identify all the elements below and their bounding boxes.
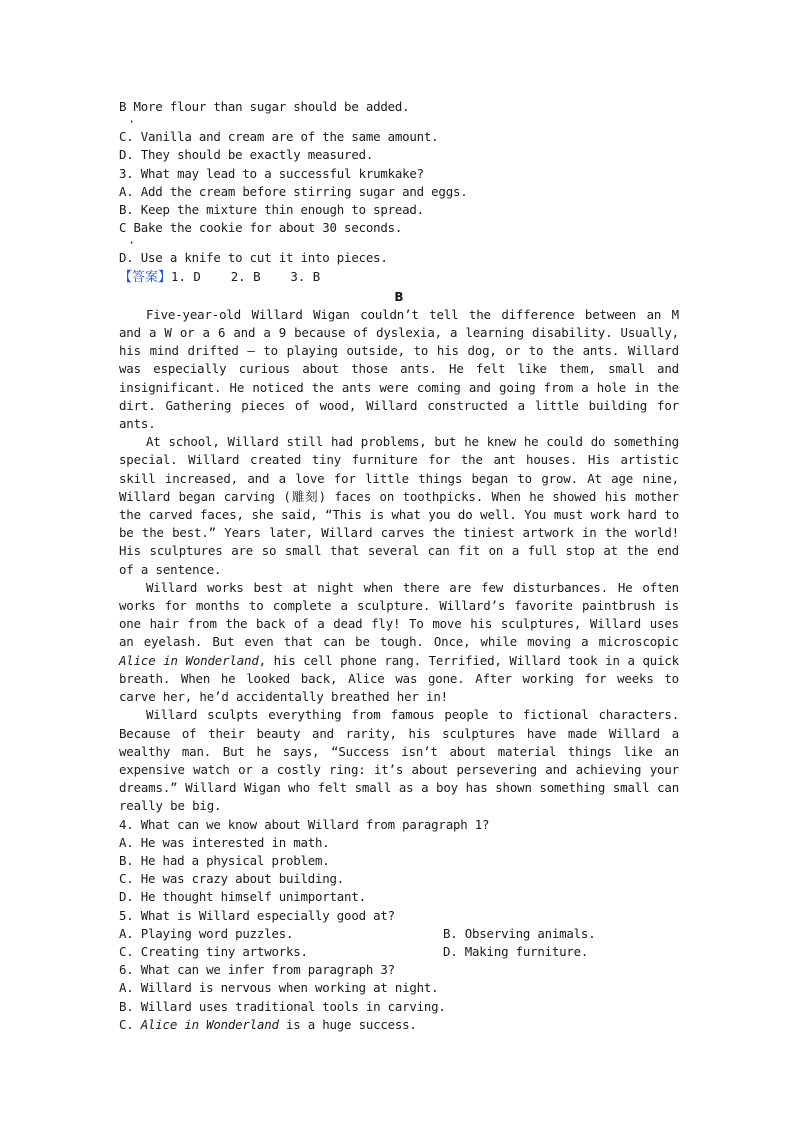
q6-option-b: B. Willard uses traditional tools in carving.	[119, 998, 446, 1014]
q3-option-a: A. Add the cream before stirring sugar and eggs.	[119, 183, 468, 199]
q5-options-row-1	[119, 925, 679, 943]
q2-option-d: D. They should be exactly measured.	[119, 147, 374, 163]
answer-line	[119, 268, 679, 287]
q5-option-a: A. Playing word puzzles.	[119, 925, 294, 941]
q6-option-c	[119, 1016, 679, 1034]
q4-option-c: C. He was crazy about building.	[119, 871, 345, 887]
q4-question: 4. What can we know about Willard from paragraph 1?	[119, 816, 490, 832]
passage-paragraph-2: At school, Willard still had problems, but he knew he could do something special. Willard created tiny furniture for the ant houses. His artistic skill increased, and a love for little things began to grow. At age nine, Willard began carving (雕刻) faces on toothpicks. When he showed his mother the carved faces, she said, “This is what you do well. You must work hard to be the best.” Years later, Willard carves the tiniest artwork in the world! His sculptures are so small that several can fit on a full stop at the end of a sentence.	[119, 434, 679, 577]
paragraph-3-text-b: , his cell phone rang. Terrified, Willard took in a quick breath. When he looked back, Alice was gone. After working for weeks to carve her, he’d accidentally breathed her in!	[119, 652, 679, 705]
q3-option-d: D. Use a knife to cut it into pieces.	[119, 250, 388, 266]
document-content	[119, 98, 679, 1034]
q6-question: 6. What can we infer from paragraph 3?	[119, 962, 395, 978]
q6-option-c-italic: Alice in Wonderland	[140, 1016, 279, 1032]
answer-values: 1. D 2. B 3. B	[171, 268, 321, 284]
bullet-dot: ·	[128, 236, 136, 251]
q4-option-b: B. He had a physical problem.	[119, 852, 330, 868]
q6-option-c-prefix: C.	[119, 1016, 141, 1032]
q3-option-b: B. Keep the mixture thin enough to spread.	[119, 202, 424, 218]
q5-option-b: B. Observing animals.	[443, 925, 596, 941]
q2-option-c: C. Vanilla and cream are of the same amount.	[119, 129, 439, 145]
passage-paragraph-4: Willard sculpts everything from famous people to fictional characters. Because of their beauty and rarity, his sculptures have made Willard a wealthy man. But he says, “Success isn’t about material things like an expensive watch or a costly ring: it’s about persevering and achieving your dreams.” Willard Wigan who felt small as a boy has shown something small can really be big.	[119, 707, 679, 814]
q5-option-c: C. Creating tiny artworks.	[119, 943, 308, 959]
section-title: B	[394, 289, 404, 304]
q5-options-row-2	[119, 943, 679, 961]
bullet-dot: ·	[128, 115, 136, 130]
q2-option-b: B More flour than sugar should be added.	[119, 99, 410, 114]
q3-question: 3. What may lead to a successful krumkake?	[119, 165, 424, 181]
q4-option-a: A. He was interested in math.	[119, 834, 330, 850]
q6-option-c-suffix: is a huge success.	[278, 1016, 417, 1032]
paragraph-3-text-a: Willard works best at night when there are few disturbances. He often works for months to complete a sculpture. Willard’s favorite paintbrush is one hair from the back of a dead fly! To move his sculptures, Willard uses an eyelash. But even that can be tough. Once, while moving a microscopic	[119, 579, 679, 650]
answer-label: 【答案】	[119, 269, 172, 285]
q5-question: 5. What is Willard especially good at?	[119, 907, 395, 923]
paragraph-3-italic-title: Alice in Wonderland	[119, 652, 259, 668]
q6-option-a: A. Willard is nervous when working at night.	[119, 980, 439, 996]
q4-option-d: D. He thought himself unimportant.	[119, 889, 366, 905]
q5-option-d: D. Making furniture.	[443, 943, 589, 959]
q3-option-c: C Bake the cookie for about 30 seconds.	[119, 220, 403, 236]
passage-paragraph-3	[119, 579, 679, 706]
passage-paragraph-1: Five-year-old Willard Wigan couldn’t tell the difference between an M and a W or a 6 and a 9 because of dyslexia, a learning disability. Usually, his mind drifted — to playing outside, to his dog, or to the ants. Willard was especially curious about those ants. He felt like them, small and insignificant. He noticed the ants were coming and going from a hole in the dirt. Gathering pieces of wood, Willard constructed a little building for ants.	[119, 306, 679, 432]
